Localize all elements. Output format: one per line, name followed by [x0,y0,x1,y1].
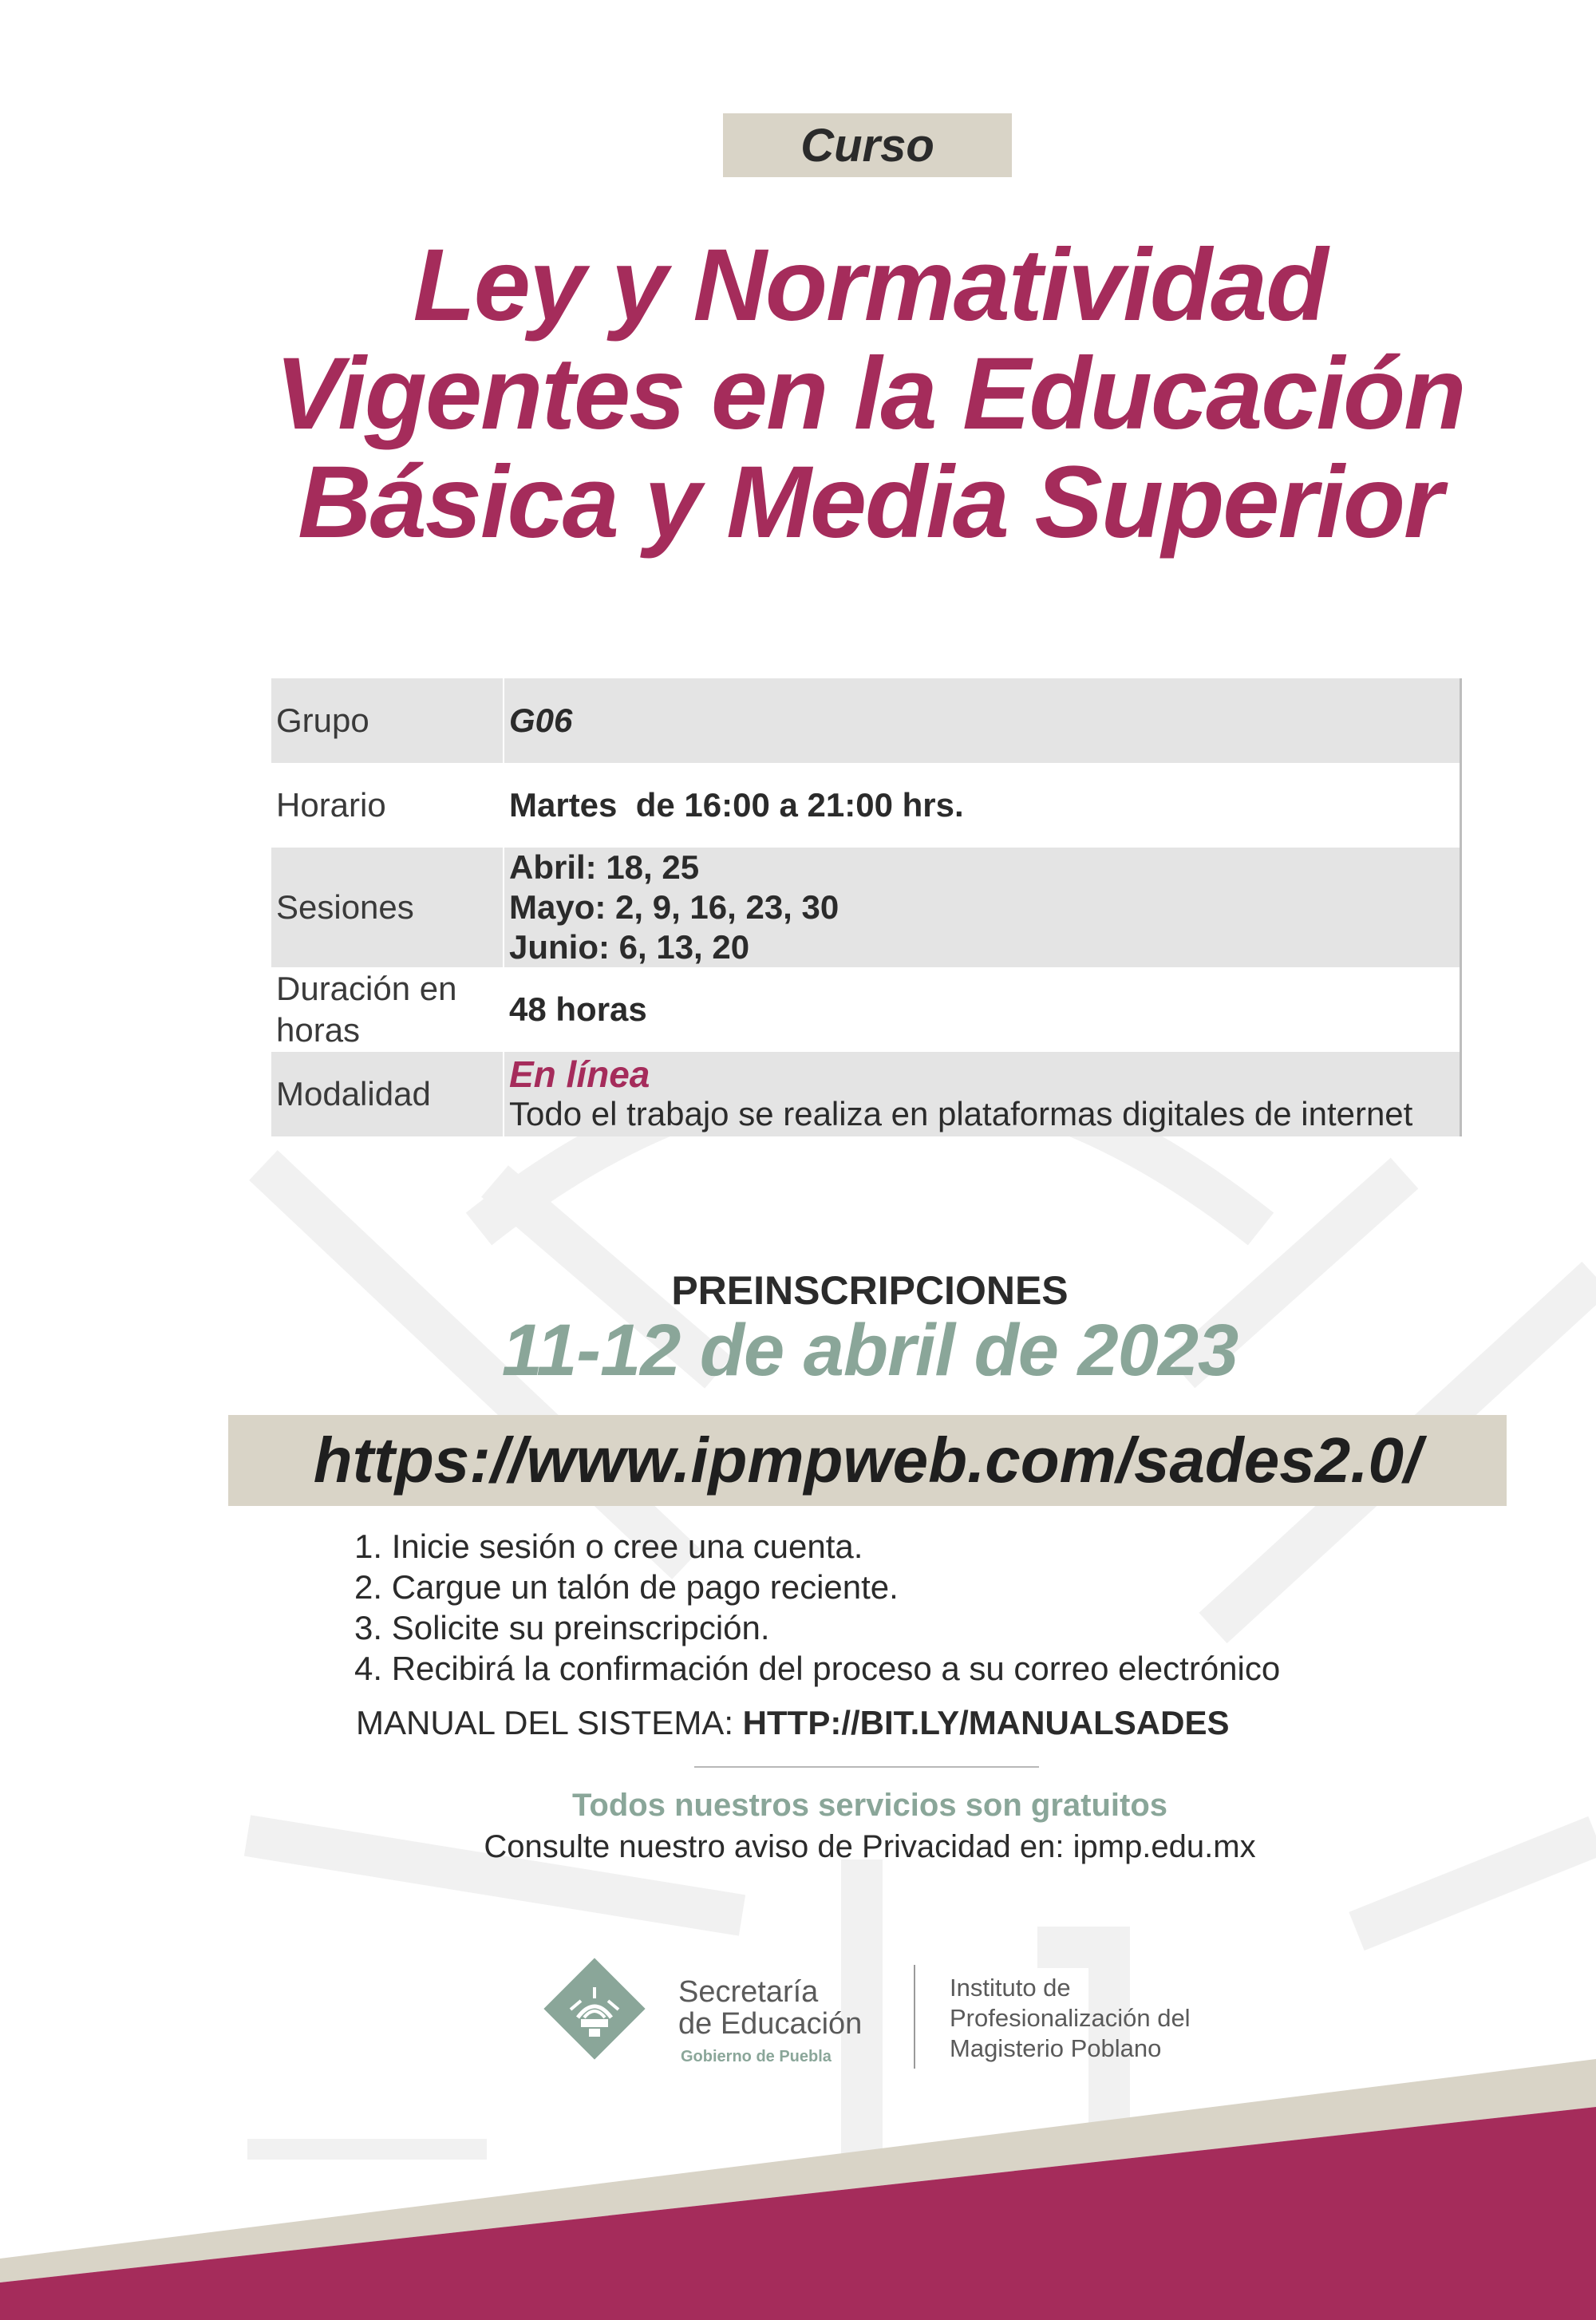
title-line: Vigentes en la Educación [275,337,1465,451]
list-item: 4. Recibirá la confirmación del proceso a su correo electrónico [354,1650,1281,1687]
session-line: Mayo: 2, 9, 16, 23, 30 [509,888,839,926]
modality-description: Todo el trabajo se realiza en plataformas digitales de internet [509,1095,1413,1132]
title-line: Básica y Media Superior [298,445,1442,559]
registration-url-link[interactable]: https://www.ipmpweb.com/sades2.0/ [228,1415,1507,1506]
row-label-group: Grupo [271,678,504,763]
list-item: 2. Cargue un talón de pago reciente. [354,1568,899,1606]
course-badge: Curso [723,113,1012,177]
row-label-duration: Duración en horas [276,970,457,1049]
privacy-note: Consulte nuestro aviso de Privacidad en: ipmp.edu.mx [484,1829,1256,1864]
sep-name [678,1976,862,2040]
institute-name-line: Instituto de [950,1974,1071,2002]
row-value-group: G06 [504,678,1461,763]
sep-name-line: de Educación [678,2007,863,2041]
sep-puebla-logo-icon [543,1957,646,2061]
institute-name-line: Profesionalización del [950,2004,1191,2032]
row-label-sessions: Sesiones [271,848,504,967]
list-item: 1. Inicie sesión o cree una cuenta. [354,1528,863,1565]
session-line: Abril: 18, 25 [509,848,700,886]
sep-subtitle: Gobierno de Puebla [681,2048,832,2065]
title-line: Ley y Normatividad [413,228,1327,342]
row-label-schedule: Horario [276,786,386,824]
preregistration-dates: 11-12 de abril de 2023 [501,1310,1238,1391]
modality-type: En línea [509,1053,650,1095]
free-services-note: Todos nuestros servicios son gratuitos [571,1788,1168,1823]
row-value-schedule: Martes de 16:00 a 21:00 hrs. [504,763,1461,848]
institute-name-line: Magisterio Poblano [950,2034,1162,2062]
row-value-duration: 48 horas [504,967,1461,1052]
sep-name-line: Secretaría [678,1975,819,2009]
row-label-modality: Modalidad [271,1052,504,1136]
session-line: Junio: 6, 13, 20 [509,928,750,966]
logo-separator [914,1965,915,2069]
manual-label: MANUAL DEL SISTEMA: [356,1704,743,1741]
institute-name [950,1973,1191,2064]
list-item: 3. Solicite su preinscripción. [354,1609,770,1646]
preregistration-heading: PREINSCRIPCIONES [671,1268,1069,1313]
manual-link[interactable]: HTTP://BIT.LY/MANUALSADES [742,1704,1230,1741]
